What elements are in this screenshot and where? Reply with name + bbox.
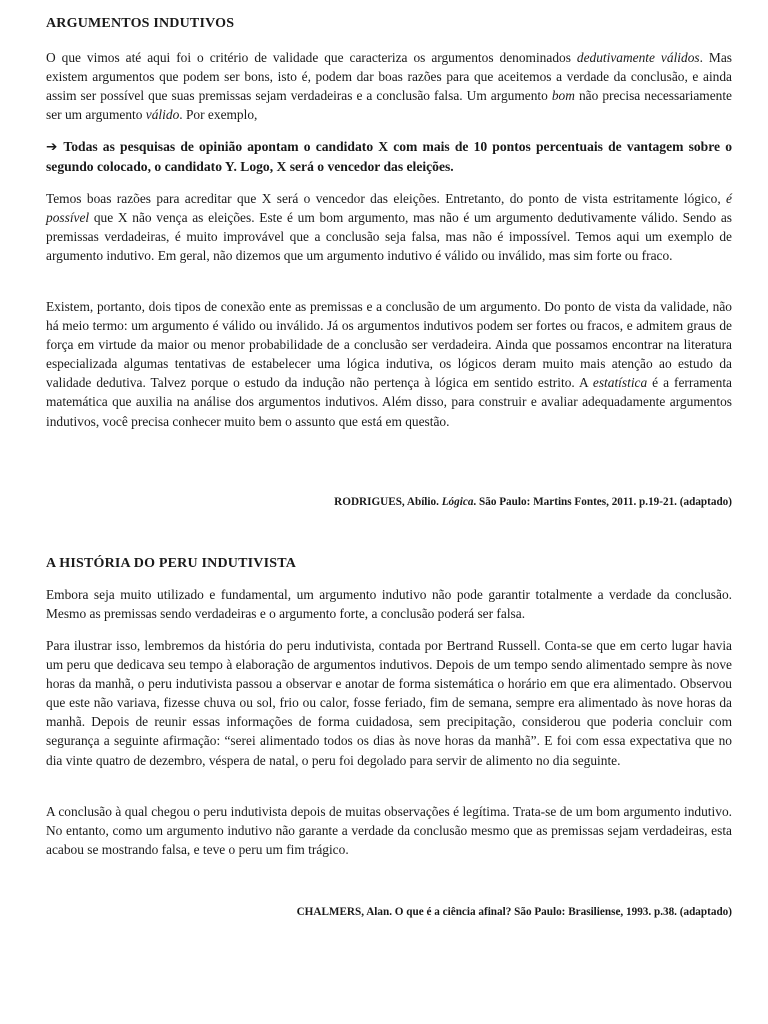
section-1-paragraph-3 <box>46 297 732 431</box>
section-1-paragraph-2 <box>46 189 732 265</box>
section-2 <box>46 555 732 573</box>
section-2-paragraph-1 <box>46 585 732 623</box>
p1-emph-f: válido <box>145 107 180 123</box>
p3-text-c: é a ferramenta matemática que auxilia na análise dos argumentos indutivos. Além disso, para construir e avaliar adequadamente argumentos indutivos, você precisa conhecer muito bem o assunto que está em questão. <box>46 375 732 429</box>
section-2-paragraph-3 <box>46 802 732 859</box>
p2-emph-b: é possível <box>46 191 732 226</box>
p1-emph-b: dedutivamente válidos <box>576 50 700 65</box>
citation-1-title: Lógica <box>441 496 474 508</box>
p3-text-a: Existem, portanto, dois tipos de conexão ente as premissas e a conclusão de um argumento. Do ponto de vista da validade, não há meio termo: um argumento é válido ou inválido. Já os argumentos indutivos podem ser fortes ou fracos, e admitem graus de força em virtude da maior ou menor probabilidade de a conclusão ser verdadeira. Ainda que possamos encontrar na literatura especializada algumas tentativas de estabelecer uma lógica indutiva, os lógicos deram muito mais atenção ao estudo da validade dedutiva. Talvez porque o estudo da indução não pertença à lógica em sentido estrito. A <box>46 299 732 391</box>
s2-p2-text: Para ilustrar isso, lembremos da história do peru indutivista, contada por Bertrand Russell. Conta-se que em certo lugar havia um peru que dedicava seu tempo à elaboração de argumentos indutivos. Depois de um tempo sendo alimentado sempre às nove horas da manhã, o peru indutivista passou a observar e anotar de forma sistemática o horário em que era alimentado. Observou que este não variava, fizesse chuva ou sol, frio ou calor, fosse feriado, fim de semana, sempre era alimentado às nove horas da manhã. Depois de reunir essas informações de forma cuidadosa, sem precipitação, considerou que poderia concluir com segurança a seguinte afirmação: “serei alimentado todos os dias às nove horas da manhã”. E foi com essa expectativa que no dia vinte quatro de dezembro, véspera de natal, o peru foi degolado para servir de alimento no dia seguinte. <box>46 638 732 768</box>
citation-1-author: RODRIGUES, Abílio. <box>334 496 442 508</box>
arrow-right-icon: ➔ <box>46 139 58 155</box>
section-2-title: A HISTÓRIA DO PERU INDUTIVISTA <box>46 556 297 571</box>
p1-text-a: O que vimos até aqui foi o critério de validade que caracteriza os argumentos denominados <box>46 50 577 65</box>
p1-text-e: não precisa necessariamente ser um argumento <box>46 88 732 123</box>
section-1-citation <box>46 495 732 509</box>
example-argument <box>46 137 732 176</box>
s2-p1-text: Embora seja muito utilizado e fundamental, um argumento indutivo não pode garantir totalmente a verdade da conclusão. Mesmo as premissas sendo verdadeiras e o argumento forte, a conclusão poderá ser falsa. <box>46 587 732 622</box>
section-1 <box>46 15 732 33</box>
section-2-paragraph-2 <box>46 636 732 770</box>
p3-emph-b: estatística <box>592 375 648 391</box>
p1-text-c: . Mas existem argumentos que podem ser bons, isto é, podem dar boas razões para que aceitemos a verdade da conclusão, e ainda assim ser possível que suas premissas sejam verdadeiras e a conclusão falsa. Um argumento <box>46 50 732 104</box>
citation-1-rest: . São Paulo: Martins Fontes, 2011. p.19-21. (adaptado) <box>473 496 732 508</box>
s2-p3-text: A conclusão à qual chegou o peru indutivista depois de muitas observações é legítima. Trata-se de um bom argumento indutivo. No entanto, como um argumento indutivo não garante a verdade da conclusão mesmo que as premissas sejam verdadeiras, esta acabou se mostrando falsa, e teve o peru um fim trágico. <box>46 804 732 858</box>
p1-emph-d: bom <box>551 88 575 104</box>
p1-text-g: . Por exemplo, <box>179 107 258 123</box>
section-1-paragraph-1 <box>46 48 732 124</box>
section-1-title: ARGUMENTOS INDUTIVOS <box>46 16 235 31</box>
citation-2-text: CHALMERS, Alan. O que é a ciência afinal? São Paulo: Brasiliense, 1993. p.38. (adaptado) <box>296 906 732 918</box>
p2-text-a: Temos boas razões para acreditar que X será o vencedor das eleições. Entretanto, do ponto de vista estritamente lógico, <box>46 191 727 206</box>
section-2-citation <box>46 905 732 919</box>
p2-text-c: que X não vença as eleições. Este é um bom argumento, mas não é um argumento dedutivamente válido. Sendo as premissas verdadeiras, é muito improvável que a conclusão seja falsa, mas não é impossível. Temos aqui um exemplo de argumento indutivo. Em geral, não dizemos que um argumento indutivo é válido ou inválido, mas sim forte ou fraco. <box>46 210 732 264</box>
example-text: Todas as pesquisas de opinião apontam o candidato X com mais de 10 pontos percentuais de vantagem sobre o segundo colocado, o candidato Y. Logo, X será o vencedor das eleições. <box>46 139 732 174</box>
